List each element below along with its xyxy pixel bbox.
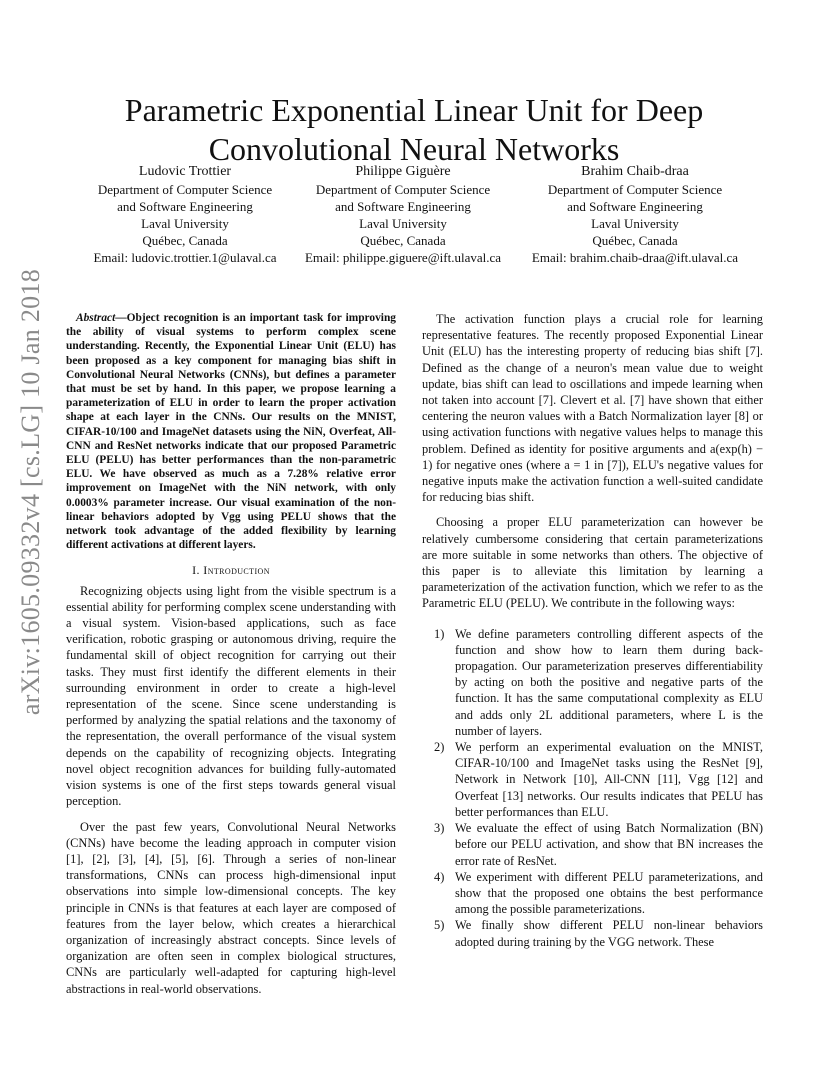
left-column (66, 311, 396, 997)
abstract-text: —Object recognition is an important task for improving the ability of visual systems to perform complex scene understanding. Recently, the Exponential Linear Unit (ELU) has been proposed as a key component for managing bias shift in Convolutional Neural Networks (CNNs), but defines a parameter that must be set by hand. In this paper, we propose learning a parameterization of ELU in order to learn the proper activation shape at each layer in the CNNs. Our results on the MNIST, CIFAR-10/100 and ImageNet datasets using the NiN, Overfeat, All-CNN and ResNet networks indicate that our proposed Parametric ELU (PELU) has better performances than the non-parametric ELU. We have observed as much as a 7.28% relative error improvement on ImageNet with the NiN network, with only 0.0003% parameter increase. Our visual examination of the non-linear behaviors adopted by Vgg using PELU shows that the network took advantage of the added flexibility by learning different activations at different layers. (66, 312, 396, 552)
contribution-item (422, 739, 763, 820)
author-location: Québec, Canada (360, 233, 446, 248)
author-department-line-2: and Software Engineering (335, 199, 471, 214)
contribution-item (422, 917, 763, 949)
right-column (422, 311, 763, 950)
section-heading: I. Introduction (192, 563, 270, 578)
author-name: Brahim Chaib-draa (581, 164, 689, 179)
author-university: Laval University (141, 216, 229, 231)
paper-title: Parametric Exponential Linear Unit for Deep Convolutional Neural Networks (124, 92, 704, 168)
author-card (298, 163, 508, 266)
author-department-line-2: and Software Engineering (567, 199, 703, 214)
author-card (70, 163, 300, 266)
author-location: Québec, Canada (592, 233, 678, 248)
author-department-line-2: and Software Engineering (117, 199, 253, 214)
author-email: Email: philippe.giguere@ift.ulaval.ca (304, 250, 502, 265)
intro-paragraph: Over the past few years, Convolutional Neural Networks (CNNs) have become the leading approach in computer vision [1], [2], [3], [4], [5], [6]. Through a series of non-linear transformations, CNNs can process high-dimensional input observations into simple low-dimensional concepts. The key principle in CNNs is that features at each layer are composed of features from the layer below, which creates a hierarchical organization of increasingly abstract concepts. Since levels of organization are often seen in complex biological structures, CNNs are particularly well-adapted for capturing high-level abstractions in real-world observations. (66, 819, 396, 996)
item-number: 1) (434, 626, 445, 641)
author-department: Department of Computer Science (97, 182, 273, 197)
item-number: 3) (434, 821, 445, 836)
contribution-item (422, 820, 763, 869)
author-block (70, 163, 770, 273)
arxiv-identifier: arXiv:1605.09332v4 [cs.LG] 10 Jan 2018 (16, 268, 45, 716)
item-text: We finally show different PELU non-linear behaviors adopted during training by the VGG network. These (455, 918, 763, 949)
abstract (66, 311, 396, 552)
author-name: Ludovic Trottier (138, 164, 232, 179)
arxiv-identifier-stamp (14, 262, 48, 722)
author-university: Laval University (359, 216, 447, 231)
item-text: We experiment with different PELU parameterizations, and show that the proposed one obtains the best performance among the possible parameterizations. (455, 869, 763, 917)
item-text: We evaluate the effect of using Batch Normalization (BN) before our PELU activation, and show that BN increases the error rate of ResNet. (455, 821, 763, 868)
author-name: Philippe Giguère (355, 164, 451, 179)
author-location: Québec, Canada (142, 233, 228, 248)
item-number: 5) (434, 918, 445, 933)
item-text: We define parameters controlling different aspects of the function and show how to learn them during back-propagation. Our parameterization preserves differentiability by acting on both the positive and negative parts of the function. It has the same computational complexity as ELU and adds only 2L additional parameters, where L is the number of layers. (455, 626, 763, 738)
author-department: Department of Computer Science (315, 182, 491, 197)
item-text: We perform an experimental evaluation on the MNIST, CIFAR-10/100 and ImageNet tasks using the ResNet [9], Network in Network [10], All-CNN [11], Vgg [12] and Overfeat [13] networks. Our results indicates that PELU has better performances than ELU. (455, 740, 763, 819)
item-number: 2) (434, 740, 445, 755)
contribution-item (422, 626, 763, 739)
author-email: Email: brahim.chaib-draa@ift.ulaval.ca (531, 250, 739, 265)
contribution-list (422, 626, 763, 950)
abstract-lead: Abstract (76, 312, 116, 324)
body-paragraph: Choosing a proper ELU parameterization can however be relatively cumbersome considering that certain parameterizations are more suitable in some networks than others. The objective of this paper is to alleviate this limitation by learning a parameterization of the activation function, which we refer to as the Parametric ELU (PELU). We contribute in the following ways: (422, 515, 763, 611)
author-email: Email: ludovic.trottier.1@ulaval.ca (93, 250, 277, 265)
author-university: Laval University (591, 216, 679, 231)
item-number: 4) (434, 869, 445, 884)
author-department: Department of Computer Science (547, 182, 723, 197)
author-card (522, 163, 748, 266)
intro-paragraph: Recognizing objects using light from the visible spectrum is a essential ability for performing complex scene understanding with a visual system. Vision-based applications, such as face verification, robotic grasping or autonomous driving, require the fundamental skill of object recognition for carrying out their tasks. They must first identify the different elements in their surrounding environment in order to create a high-level representation of the scene. Since scene understanding is performed by analyzing the spatial relations and the taxonomy of the representation, the overall performance of the visual system depends on the capability of recognizing objects. Integrating novel object recognition advances for building fully-automated vision systems is one of the first steps towards general visual perception. (66, 583, 396, 809)
body-paragraph: The activation function plays a crucial role for learning representative features. The recently proposed Exponential Linear Unit (ELU) has the interesting property of reducing bias shift [7]. Defined as the change of a neuron's mean value due to weight update, bias shift can lead to oscillations and impede learning when not taken into account [7]. Clevert et al. [7] have shown that either centering the neuron values with a Batch Normalization layer [8] or using activation functions with negative values helps to manage this problem. Defined as identity for positive arguments and a(exp(h) − 1) for negative ones (where a = 1 in [7]), ELU's negative values for negative inputs make the activation function a well-suited candidate for reducing bias shift. (422, 312, 763, 505)
contribution-item (422, 869, 763, 918)
